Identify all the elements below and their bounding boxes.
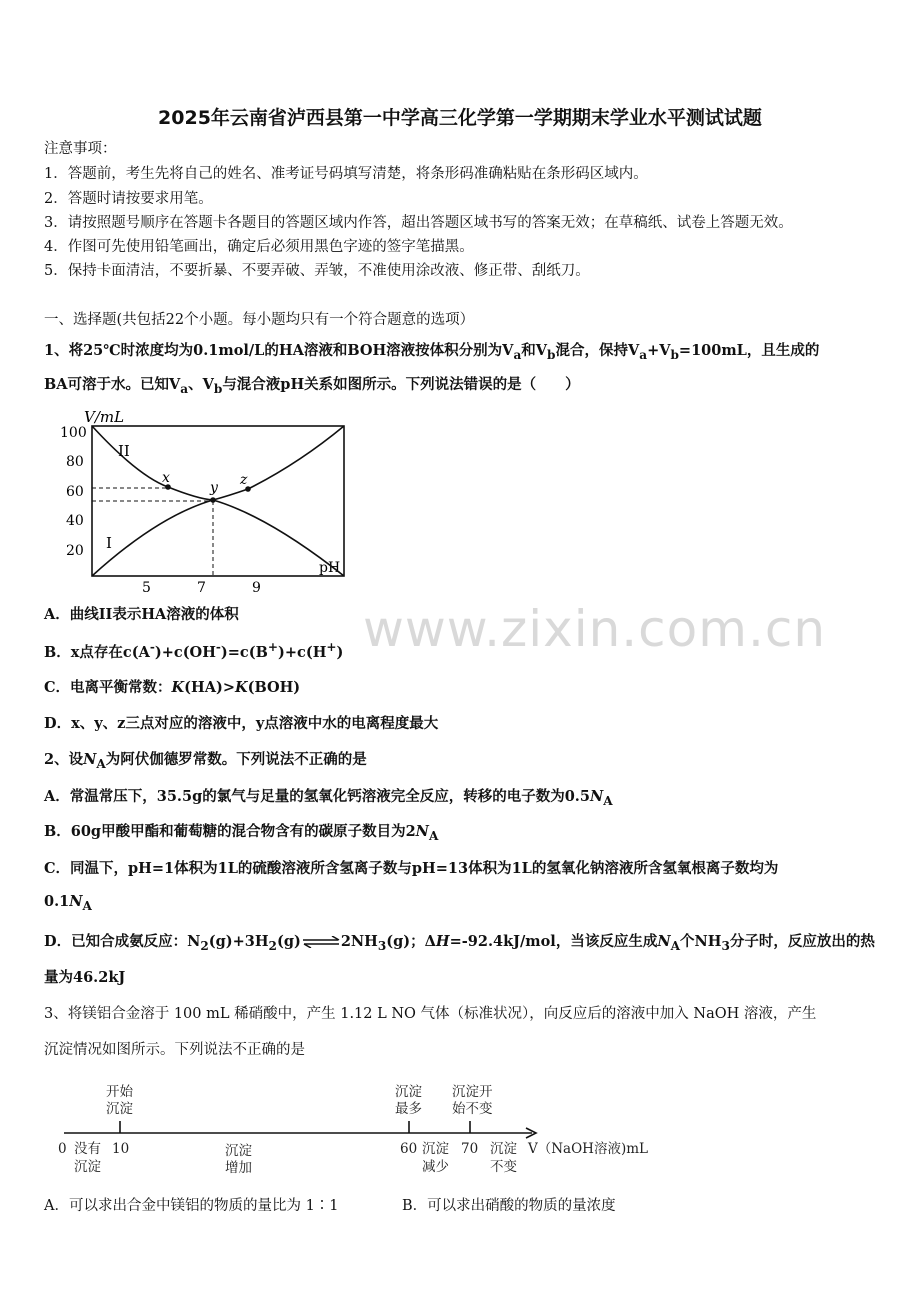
q2-option-b: B．60g甲酸甲酯和葡萄糖的混合物含有的碳原子数目为$2N_A$	[44, 823, 439, 843]
svg-text:沉淀开: 沉淀开	[452, 1084, 493, 1100]
y-tick-label: 40	[66, 513, 84, 529]
q2-option-d-cont: 量为46.2kJ	[44, 969, 126, 986]
point-z-label: z	[240, 472, 248, 488]
svg-text:不变: 不变	[490, 1159, 517, 1175]
q3-option-a: A．可以求出合金中镁铝的物质的量比为 1∶1	[44, 1198, 339, 1214]
curve-II-label: II	[118, 442, 130, 460]
chart-xlabel: pH	[319, 560, 341, 576]
q2-option-c-cont: $0.1N_A$	[44, 893, 92, 913]
svg-text:减少: 减少	[422, 1159, 449, 1175]
watermark: www.zixin.com.cn	[363, 600, 827, 658]
svg-text:最多: 最多	[395, 1101, 422, 1117]
equilibrium-arrow-icon	[302, 936, 340, 948]
notice-item: 1．答题前，考生先将自己的姓名、准考证号码填写清楚，将条形码准确粘贴在条形码区域内。	[44, 166, 648, 182]
svg-text:沉淀: 沉淀	[106, 1101, 133, 1117]
question-1-stem: 1、将25℃时浓度均为0.1mol/L的HA溶液和BOH溶液按体积分别为$V_a$和$V_b$混合，保持$V_a+V_b=100mL$，且生成的	[44, 342, 820, 362]
svg-text:沉淀: 沉淀	[74, 1159, 101, 1175]
svg-text:始不变: 始不变	[452, 1101, 493, 1117]
point-y-label: y	[210, 480, 218, 496]
x-tick-label: 9	[252, 580, 261, 596]
q1-option-c: C．电离平衡常数：K(HA)>K(BOH)	[44, 679, 301, 696]
svg-text:60: 60	[400, 1141, 418, 1157]
svg-text:开始: 开始	[106, 1084, 133, 1100]
notice-item: 3．请按照题号顺序在答题卡各题目的答题区域内作答，超出答题区域书写的答案无效；在草稿纸、试卷上答题无效。	[44, 215, 793, 231]
y-tick-label: 20	[66, 543, 84, 559]
curve-I	[92, 500, 344, 576]
svg-text:沉淀: 沉淀	[422, 1141, 449, 1157]
q2-option-c: C．同温下，pH=1体积为1L的硫酸溶液所含氢离子数与pH=13体积为1L的氢氧化钠溶液所含氢氧根离子数均为	[44, 860, 779, 877]
question-3-stem-cont: 沉淀情况如图所示。下列说法不正确的是	[44, 1042, 305, 1058]
curve-I-label: I	[106, 534, 112, 552]
y-tick-label: 60	[66, 484, 84, 500]
svg-text:没有: 没有	[74, 1141, 101, 1157]
page-title: 2025年云南省泸西县第一中学高三化学第一学期期末学业水平测试试题	[158, 107, 762, 129]
notice-heading: 注意事项：	[44, 141, 117, 157]
naoh-volume-axis	[50, 1078, 690, 1178]
y-tick-label: 80	[66, 454, 84, 470]
q1-option-d: D．x、y、z三点对应的溶液中，y点溶液中水的电离程度最大	[44, 715, 439, 732]
svg-text:10: 10	[112, 1141, 130, 1157]
question-3-stem: 3、将镁铝合金溶于 100 mL 稀硝酸中，产生 1.12 L NO 气体（标准状况），向反应后的溶液中加入 NaOH 溶液，产生	[44, 1006, 817, 1022]
curve-II	[92, 426, 344, 500]
svg-text:0: 0	[58, 1141, 67, 1157]
svg-text:沉淀: 沉淀	[490, 1141, 517, 1157]
q1-option-a: A．曲线II表示HA溶液的体积	[44, 606, 239, 623]
question-2-stem: 2、设$N_A$为阿伏伽德罗常数。下列说法不正确的是	[44, 751, 367, 771]
notice-item: 2．答题时请按要求用笔。	[44, 191, 213, 207]
q2-option-a: A．常温常压下，35.5g的氯气与足量的氢氧化钙溶液完全反应，转移的电子数为$0.5N_A$	[44, 788, 613, 808]
svg-text:沉淀: 沉淀	[225, 1143, 252, 1159]
svg-text:增加: 增加	[225, 1160, 252, 1176]
q2-option-d: D．已知合成氨反应：$N_2(g)+3H_2(g)$ $2NH_3(g)$；ΔH=-92.4kJ/mol，当该反应生成$N_A$个$NH_3$分子时，反应放出的热	[44, 933, 875, 953]
section-heading: 一、选择题(共包括22个小题。每小题均只有一个符合题意的选项）	[44, 312, 475, 328]
question-1-stem-cont: BA可溶于水。已知$V_a$、$V_b$与混合液pH关系如图所示。下列说法错误的是（ ）	[44, 376, 580, 396]
point-y	[210, 497, 216, 503]
notice-item: 5．保持卡面清洁，不要折暴、不要弄破、弄皱，不准使用涂改液、修正带、刮纸刀。	[44, 263, 590, 279]
chart-ylabel: V/mL	[84, 408, 125, 426]
svg-text:V（NaOH溶液)mL: V（NaOH溶液)mL	[528, 1141, 648, 1157]
q3-option-b: B．可以求出硝酸的物质的量浓度	[402, 1198, 616, 1214]
svg-text:沉淀: 沉淀	[395, 1084, 422, 1100]
x-tick-label: 5	[142, 580, 151, 596]
x-tick-label: 7	[197, 580, 206, 596]
point-x-label: x	[162, 470, 170, 486]
notice-item: 4．作图可先使用铅笔画出，确定后必须用黑色字迹的签字笔描黑。	[44, 239, 474, 255]
ph-volume-chart	[58, 404, 358, 600]
y-tick-label: 100	[60, 425, 87, 441]
svg-text:70: 70	[461, 1141, 479, 1157]
q1-option-b: B．x点存在c(A-)+c(OH-)=c(B+)+c(H+)	[44, 640, 344, 661]
